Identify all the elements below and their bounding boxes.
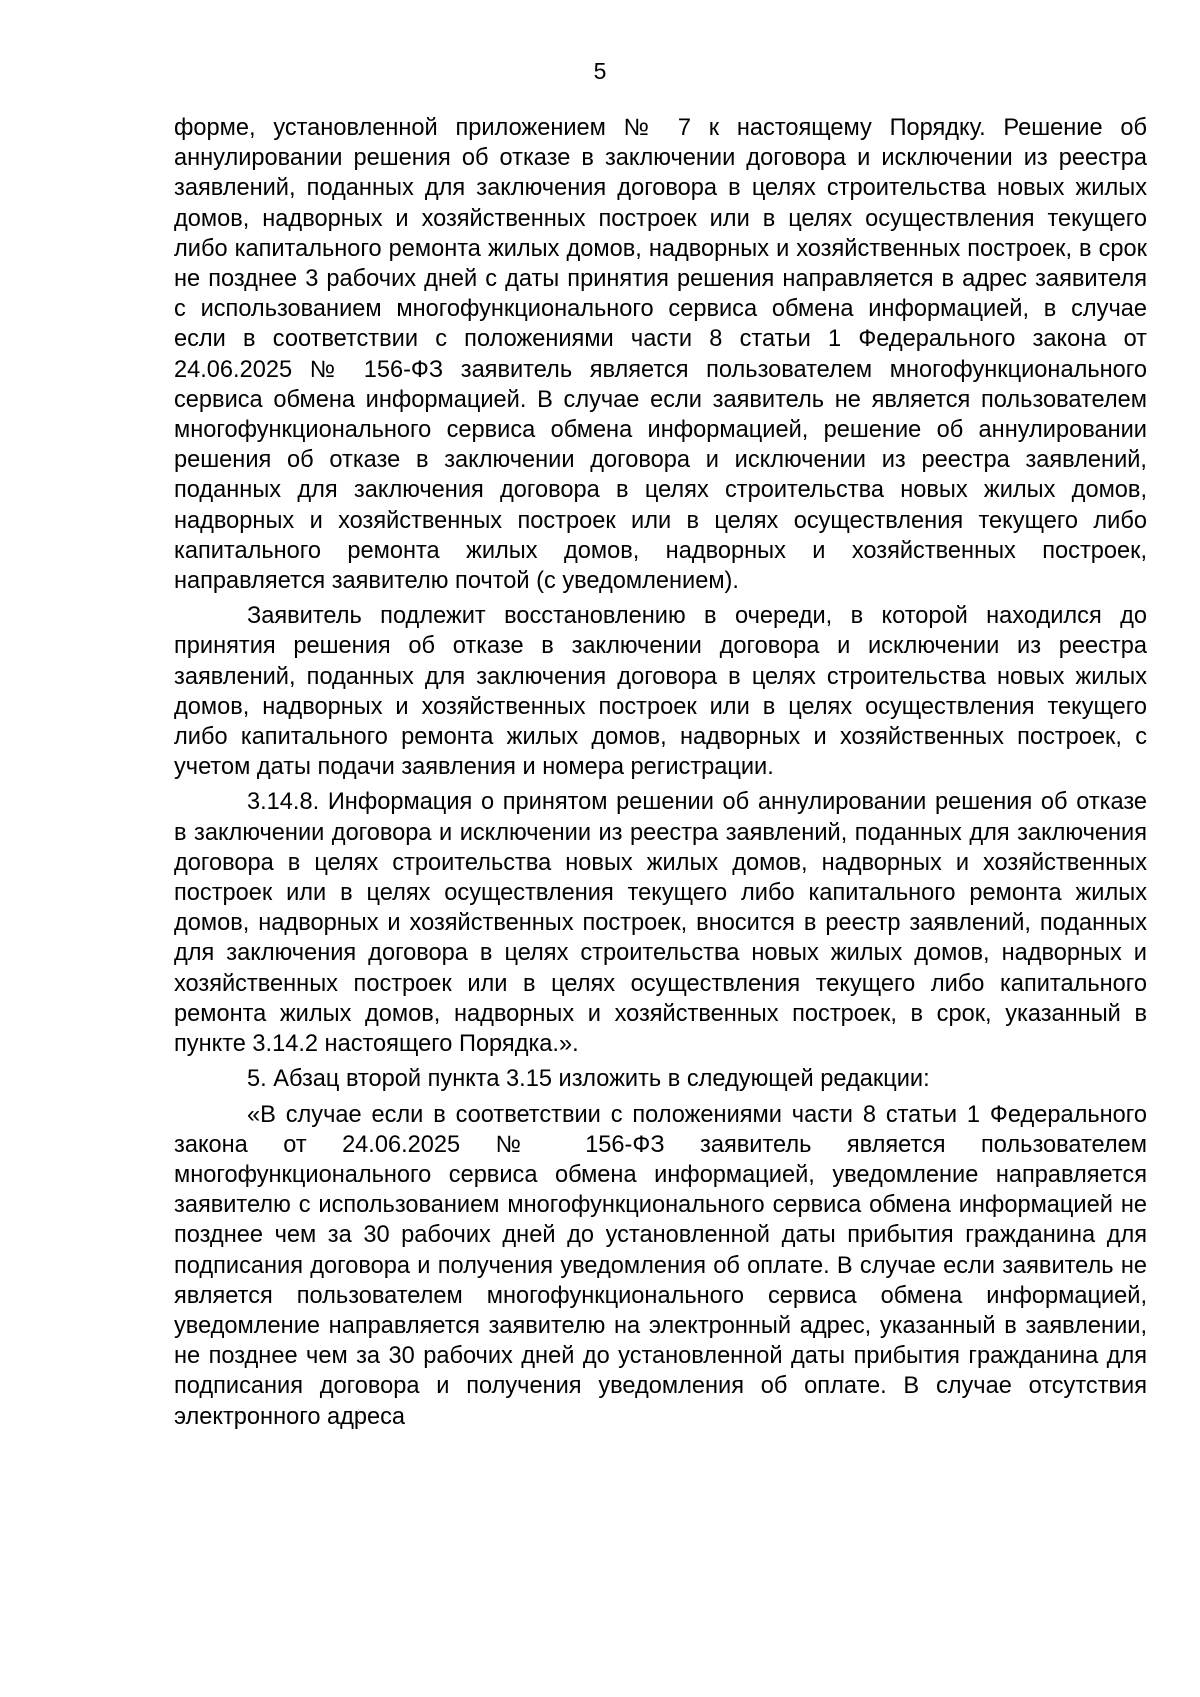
document-body [174,113,1147,1437]
page-number: 5 [593,58,607,84]
paragraph-5: «В случае если в соответствии с положениями части 8 статьи 1 Федерального закона от 24.06.2025 № 156-ФЗ заявитель является пользователем многофункционального сервиса обмена информацией, уведомление направляется заявителю с использованием многофункционального сервиса обмена информацией не позднее чем за 30 рабочих дней до установленной даты прибытия гражданина для подписания договора и получения уведомления об оплате. В случае если заявитель не является пользователем многофункционального сервиса обмена информацией, уведомление направляется заявителю на электронный адрес, указанный в заявлении, не позднее чем за 30 рабочих дней до установленной даты прибытия гражданина для подписания договора и получения уведомления об оплате. В случае отсутствия электронного адреса [174,1101,1147,1430]
paragraph-1: форме, установленной приложением № 7 к настоящему Порядку. Решение об аннулировании решения об отказе в заключении договора и исключении из реестра заявлений, поданных для заключения договора в целях строительства новых жилых домов, надворных и хозяйственных построек или в целях осуществления текущего либо капитального ремонта жилых домов, надворных и хозяйственных построек, в срок не позднее 3 рабочих дней с даты принятия решения направляется в адрес заявителя с использованием многофункционального сервиса обмена информацией, в случае если в соответствии с положениями части 8 статьи 1 Федерального закона от 24.06.2025 № 156-ФЗ заявитель является пользователем многофункционального сервиса обмена информацией. В случае если заявитель не является пользователем многофункционального сервиса обмена информацией, решение об аннулировании решения об отказе в заключении договора и исключении из реестра заявлений, поданных для заключения договора в целях строительства новых жилых домов, надворных и хозяйственных построек или в целях осуществления текущего либо капитального ремонта жилых домов, надворных и хозяйственных построек, направляется заявителю почтой (с уведомлением). [174,115,1147,595]
paragraph-4: 5. Абзац второй пункта 3.15 изложить в следующей редакции: [247,1066,930,1093]
paragraph-2: Заявитель подлежит восстановлению в очереди, в которой находился до принятия решения об отказе в заключении договора и исключении из реестра заявлений, поданных для заключения договора в целях строительства новых жилых домов, надворных и хозяйственных построек или в целях осуществления текущего либо капитального ремонта жилых домов, надворных и хозяйственных построек, с учетом даты подачи заявления и номера регистрации. [174,603,1147,781]
paragraph-3: 3.14.8. Информация о принятом решении об аннулировании решения об отказе в заключении договора и исключении из реестра заявлений, поданных для заключения договора в целях строительства новых жилых домов, надворных и хозяйственных построек или в целях осуществления текущего либо капитального ремонта жилых домов, надворных и хозяйственных построек, вносится в реестр заявлений, поданных для заключения договора в целях строительства новых жилых домов, надворных и хозяйственных построек или в целях осуществления текущего либо капитального ремонта жилых домов, надворных и хозяйственных построек, в срок, указанный в пункте 3.14.2 настоящего Порядка.». [174,789,1147,1058]
